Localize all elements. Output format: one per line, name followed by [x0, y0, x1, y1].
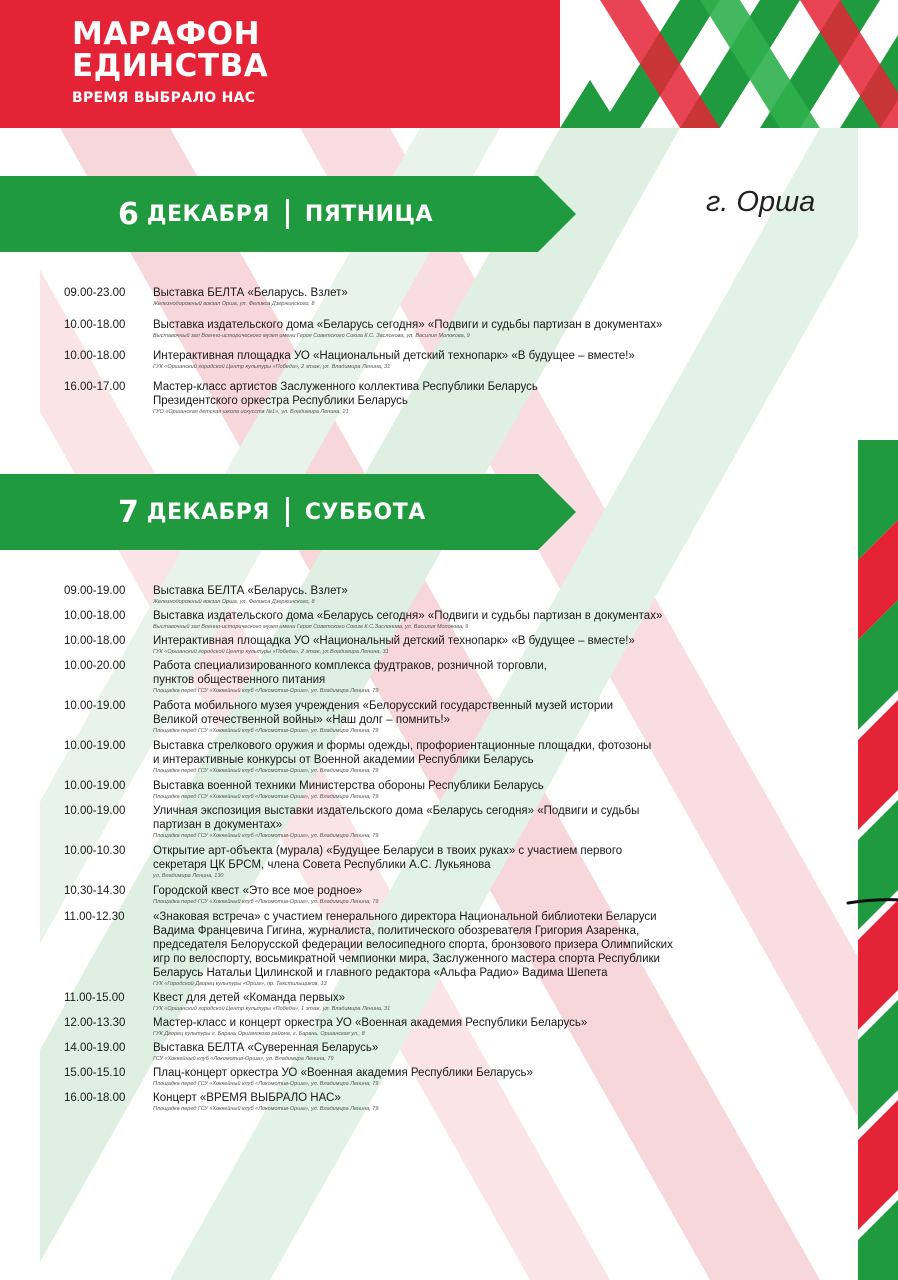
schedule-event	[64, 739, 854, 775]
event-location: ГУО «Оршанская детская школа искусств №1», ул. Владимира Ленина, 21	[153, 409, 349, 415]
logo-slogan: ВРЕМЯ ВЫБРАЛО НАС	[72, 90, 256, 106]
event-body	[153, 804, 854, 840]
event-body	[153, 739, 854, 775]
event-time: 10.00-19.00	[64, 780, 126, 792]
event-title: Квест для детей «Команда первых»	[153, 992, 345, 1004]
schedule-event	[64, 991, 854, 1013]
pen-mark	[846, 896, 898, 908]
banner-divider	[286, 199, 289, 229]
event-time: 11.00-15.00	[64, 992, 125, 1004]
event-body	[153, 584, 854, 606]
event-time: 10.00-19.00	[64, 700, 126, 712]
event-title: Открытие арт-объекта (мурала) «Будущее Беларуси в твоих руках» с участием первого секретаря ЦК БРСМ, члена Совета Республики А.С. Лукьянова	[153, 845, 623, 871]
event-body	[153, 910, 854, 988]
marathon-logo	[72, 18, 268, 106]
event-title: Выставка БЕЛТА «Беларусь. Взлет»	[153, 585, 348, 597]
event-body	[153, 349, 854, 371]
event-title: Уличная экспозиция выставки издательского дома «Беларусь сегодня» «Подвиги и судьбы партизан в документах»	[153, 805, 640, 831]
event-time: 10.00-19.00	[64, 740, 126, 752]
event-title: Мастер-класс и концерт оркестра УО «Военная академия Республики Беларусь»	[153, 1017, 588, 1029]
event-time: 10.00-19.00	[64, 805, 126, 817]
day-banner-2	[0, 474, 576, 550]
event-body	[153, 286, 854, 308]
event-location: ГУК «Оршанский городской Центр культуры «Победа», 2 этаж, ул. Владимира Ленина, 31	[153, 364, 391, 370]
event-location: ГУК Дворец культуры г. Барань Оршанского района, г. Барань, Оршанская ул., 8	[153, 1031, 365, 1037]
event-title: Городской квест «Это все мое родное»	[153, 885, 363, 897]
event-time: 10.00-10.30	[64, 845, 126, 857]
schedule-event	[64, 1041, 854, 1063]
schedule-event	[64, 380, 854, 416]
event-time: 14.00-19.00	[64, 1042, 126, 1054]
day-month: ДЕКАБРЯ	[146, 499, 270, 525]
event-body	[153, 1091, 854, 1113]
event-body	[153, 699, 854, 735]
schedule-event	[64, 844, 854, 880]
event-body	[153, 884, 854, 906]
event-body	[153, 318, 854, 340]
event-title: Работа специализированного комплекса фудтраков, розничной торговли, пунктов общественного питания	[153, 660, 547, 686]
event-title: Работа мобильного музея учреждения «Белорусский государственный музей истории Великой отечественной войны» «Наш долг – помнить!»	[153, 700, 614, 726]
event-location: Площадка перед ГСУ «Хоккейный клуб «Локомотив-Орша», ул. Владимира Ленина, 79	[153, 899, 379, 905]
event-location: Площадка перед ГСУ «Хоккейный клуб «Локомотив-Орша», ул. Владимира Ленина, 79	[153, 1106, 379, 1112]
event-title: «Знаковая встреча» с участием генерального директора Национальной библиотеки Беларуси Вадима Францевича Гигина, журналиста, политического обозревателя Григория Азаренка, председателя Белорусской федерации велосипедного спорта, бронзового призера Олимпийских игр по велоспорту, восьмикратной чемпионки мира, Заслуженного мастера спорта Республики Беларусь Натальи Цилинской и главного редактора «Альфа Радио» Вадима Шепета	[153, 911, 673, 979]
schedule-event	[64, 884, 854, 906]
logo-line-1: МАРАФОН	[72, 16, 261, 52]
banner-divider	[286, 497, 289, 527]
schedule-event	[64, 1016, 854, 1038]
schedule-event	[64, 699, 854, 735]
event-body	[153, 634, 854, 656]
schedule-event	[64, 804, 854, 840]
event-time: 10.00-18.00	[64, 610, 126, 622]
event-body	[153, 1016, 854, 1038]
event-title: Концерт «ВРЕМЯ ВЫБРАЛО НАС»	[153, 1092, 341, 1104]
event-title: Мастер-класс артистов Заслуженного коллектива Республики Беларусь Президентского оркестра Республики Беларусь	[153, 381, 538, 407]
schedule-event	[64, 910, 854, 988]
day-weekday: СУББОТА	[304, 499, 426, 525]
day-weekday: ПЯТНИЦА	[304, 201, 433, 227]
event-location: Площадка перед ГСУ «Хоккейный клуб «Локомотив-Орша», ул. Владимира Ленина, 79	[153, 1081, 379, 1087]
schedule-day-1	[64, 286, 854, 416]
event-title: Интерактивная площадка УО «Национальный детский технопарк» «В будущее – вместе!»	[153, 350, 635, 362]
event-location: Выставочный зал Военно-исторического музея имени Героя Советского Союза К.С. Заслонова, ул. Василия Молокова, 9	[153, 333, 470, 339]
event-title: Выставка БЕЛТА «Суверенная Беларусь»	[153, 1042, 379, 1054]
schedule-event	[64, 349, 854, 371]
event-body	[153, 1066, 854, 1088]
schedule-event	[64, 634, 854, 656]
event-location: ГСУ «Хоккейный клуб «Локомотив-Орша», ул. Владимира Ленина, 79	[153, 1056, 334, 1062]
event-location: Площадка перед ГСУ «Хоккейный клуб «Локомотив-Орша», ул. Владимира Ленина, 79	[153, 688, 379, 694]
schedule-event	[64, 1066, 854, 1088]
city-name: г. Орша	[706, 186, 816, 218]
event-location: Площадка перед ГСУ «Хоккейный клуб «Локомотив-Орша», ул. Владимира Ленина, 79	[153, 794, 379, 800]
event-location: Железнодорожный вокзал Орша, ул. Феликса Дзержинского, 8	[153, 599, 315, 605]
day-month: ДЕКАБРЯ	[146, 201, 270, 227]
event-time: 15.00-15.10	[64, 1067, 126, 1079]
schedule-event	[64, 584, 854, 606]
day-number: 7	[118, 494, 139, 530]
event-body	[153, 844, 854, 880]
schedule-event	[64, 609, 854, 631]
day-number: 6	[118, 196, 139, 232]
event-time: 09.00-23.00	[64, 287, 126, 299]
event-location: ул. Владимира Ленина, 130	[153, 873, 224, 879]
event-location: Площадка перед ГСУ «Хоккейный клуб «Локомотив-Орша», ул. Владимира Ленина, 79	[153, 768, 379, 774]
schedule-day-2	[64, 584, 854, 1113]
event-time: 10.00-18.00	[64, 635, 126, 647]
schedule-event	[64, 318, 854, 340]
event-title: Интерактивная площадка УО «Национальный детский технопарк» «В будущее – вместе!»	[153, 635, 635, 647]
event-location: Железнодорожный вокзал Орша, ул. Феликса Дзержинского, 8	[153, 301, 315, 307]
event-time: 10.00-18.00	[64, 319, 126, 331]
event-location: ГУК «Оршанский городской Центр культуры «Победа», 1 этаж, ул. Владимира Ленина, 31	[153, 1006, 391, 1012]
event-body	[153, 380, 854, 416]
event-location: Выставочный зал Военно-исторического музея имени Героя Советского Союза К.С.Заслонова, ул. Василия Молокова, 9	[153, 624, 469, 630]
event-time: 16.00-17.00	[64, 381, 126, 393]
event-title: Выставка стрелкового оружия и формы одежды, профориентационные площадки, фотозоны и интерактивные конкурсы от Военной академии Республики Беларусь	[153, 740, 652, 766]
event-time: 10.00-18.00	[64, 350, 126, 362]
schedule-event	[64, 286, 854, 308]
event-title: Выставка издательского дома «Беларусь сегодня» «Подвиги и судьбы партизан в документах»	[153, 610, 663, 622]
logo-line-2: ЕДИНСТВА	[72, 48, 269, 84]
event-body	[153, 779, 854, 801]
event-body	[153, 991, 854, 1013]
event-body	[153, 609, 854, 631]
event-body	[153, 659, 854, 695]
event-title: Плац-концерт оркестра УО «Военная академия Республики Беларусь»	[153, 1067, 533, 1079]
event-title: Выставка военной техники Министерства обороны Республики Беларусь	[153, 780, 544, 792]
schedule-event	[64, 659, 854, 695]
schedule-event	[64, 779, 854, 801]
event-time: 16.00-18.00	[64, 1092, 126, 1104]
event-body	[153, 1041, 854, 1063]
day-banner-1	[0, 176, 576, 252]
event-location: Площадка перед ГСУ «Хоккейный клуб «Локомотив-Орша», ул. Владимира Ленина, 79	[153, 728, 379, 734]
event-location: ГУК «Городской Дворец культуры «Орша», пр. Текстильщиков, 13	[153, 981, 327, 987]
event-time: 10.30-14.30	[64, 885, 126, 897]
event-title: Выставка издательского дома «Беларусь сегодня» «Подвиги и судьбы партизан в документах»	[153, 319, 663, 331]
event-title: Выставка БЕЛТА «Беларусь. Взлет»	[153, 287, 348, 299]
event-location: Площадка перед ГСУ «Хоккейный клуб «Локомотив-Орша», ул. Владимира Ленина, 79	[153, 833, 379, 839]
schedule-event	[64, 1091, 854, 1113]
event-time: 11.00-12.30	[64, 911, 125, 923]
event-time: 10.00-20.00	[64, 660, 126, 672]
event-time: 09.00-19.00	[64, 585, 126, 597]
event-time: 12.00-13.30	[64, 1017, 126, 1029]
event-location: ГУК «Оршанский городской Центр культуры «Победа», 2 этаж, ул.Владимира Ленина, 31	[153, 649, 389, 655]
